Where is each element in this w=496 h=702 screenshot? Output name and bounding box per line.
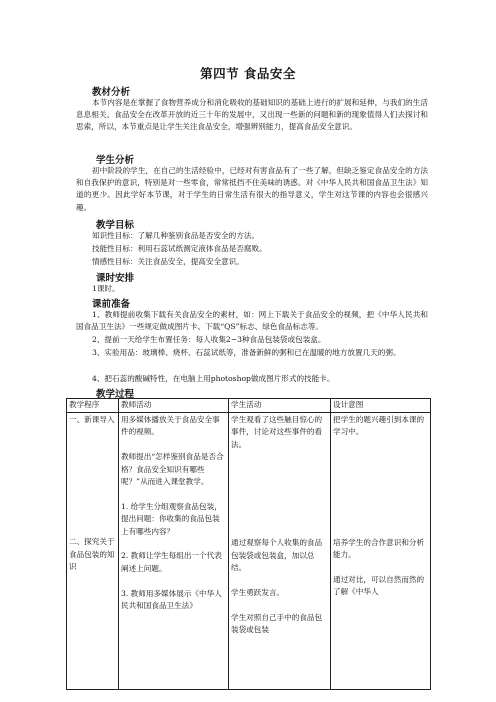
heading-student-analysis: 学生分析 <box>96 155 135 166</box>
step-cell <box>69 414 116 574</box>
paragraph-student-analysis: 初中阶段的学生，在自己的生活经验中，已经对有害食品有了一些了解，但缺乏鉴定食品安全的方法和自我保护的意识，特别是对一些零食，常常抵挡不住美味的诱惑。对《中华人民共和国食品卫生法》知道的更少。因此学好本节课，对于学生的日常生活有很大的指导意义，学生对这节课的内容也会很感兴趣。 <box>76 166 428 212</box>
heading-preparation: 课前准备 <box>92 299 131 310</box>
student-cell <box>231 414 328 636</box>
schedule-text: 1课时。 <box>92 284 120 293</box>
teacher-activity: 教师提出“怎样鉴别食品是否合格？食品安全知识有哪些呢？”从而进入课堂教学。 <box>121 452 224 487</box>
preparation-item-1: 1、教师提前收集下载有关食品安全的素材，如：网上下载关于食品安全的视频，把《中华人民共和国食品卫生法》一些规定做成图片卡、下载“QS”标志、绿色食品标志等。 <box>76 310 428 332</box>
teacher-activity: 3. 教师用多媒体展示《中华人民共和国食品卫生法》 <box>121 588 222 611</box>
column-header: 教学程序 <box>67 399 119 413</box>
student-activity: 学生勇跃发言。 <box>231 587 285 597</box>
heading-schedule: 课时安排 <box>96 273 135 284</box>
heading-process: 教学过程 <box>96 389 135 400</box>
column-header: 教师活动 <box>119 399 229 413</box>
student-activity: 学生观看了这些触目惊心的事件，讨论对这些事件的看法。 <box>231 415 323 449</box>
design-intent: 把学生的题兴趣引到本课的学习中。 <box>333 415 425 437</box>
teacher-activity: 2. 教师让学生每组出一个代表阐述上问题。 <box>121 551 222 573</box>
table-header-row <box>67 399 431 413</box>
student-activity: 通过观察每个人收集的食品包装袋或包装盒，加以总结。 <box>231 538 323 573</box>
teacher-cell <box>121 414 226 612</box>
step-intro: 一、新课导入 <box>69 415 115 424</box>
preparation-item-3: 3、实验用品：玻璃棒、烧杯、石蕊试纸等，准备新鲜的粥和已在温暖的地方放置几天的粥。 <box>92 348 401 357</box>
heading-teaching-analysis: 教材分析 <box>92 87 131 98</box>
preparation-item-2: 2、提前一天给学生布置任务：每人收集2~3种食品包装袋或包装盒。 <box>92 335 326 344</box>
column-header: 学生活动 <box>229 399 331 413</box>
objective-skill: 技能性目标：利用石蕊试纸测定液体食品是否腐败。 <box>92 244 267 253</box>
student-activity: 学生对照自己手中的食品包装袋或包装 <box>231 612 323 635</box>
objective-knowledge: 知识性目标：了解几种鉴别食品是否安全的方法。 <box>92 231 260 240</box>
teacher-activity: 1. 给学生分组观察食品包装，提出问题：你收集的食品包装上有哪些内容？ <box>121 501 222 536</box>
page-title: 第四节 食品安全 <box>200 66 296 81</box>
objective-emotion: 情感性目标：关注食品安全，提高安全意识。 <box>92 257 244 266</box>
intent-cell <box>333 414 428 599</box>
teacher-activity: 用多媒体播放关于食品安全事件的视频。 <box>121 415 220 437</box>
paragraph-teaching-analysis: 本节内容是在掌握了食物营养成分和消化吸收的基础知识的基础上进行的扩展和延伸，与我们的生活息息相关。食品安全在改革开放的近三十年的发展中，又出现一些新的问题和新的现象值得人们去探讨和思索，所以，本节重点是让学生关注食品安全，增强辨别能力，提高食品安全意识。 <box>76 98 428 132</box>
heading-objectives: 教学目标 <box>96 220 135 231</box>
table-row <box>67 413 431 690</box>
design-intent: 培养学生的合作意识和分析能力。 <box>333 537 425 560</box>
preparation-item-4: 4、把石蕊的酸碱特性，在电脑上用photoshop做成图片形式的技能卡。 <box>92 374 335 383</box>
step-explore: 二、探究关于食品包装的知识 <box>69 537 115 572</box>
process-table <box>66 398 431 690</box>
design-intent: 通过对比，可以自然而然的了解《中华人 <box>333 575 425 597</box>
column-header: 设计意图 <box>331 399 431 413</box>
